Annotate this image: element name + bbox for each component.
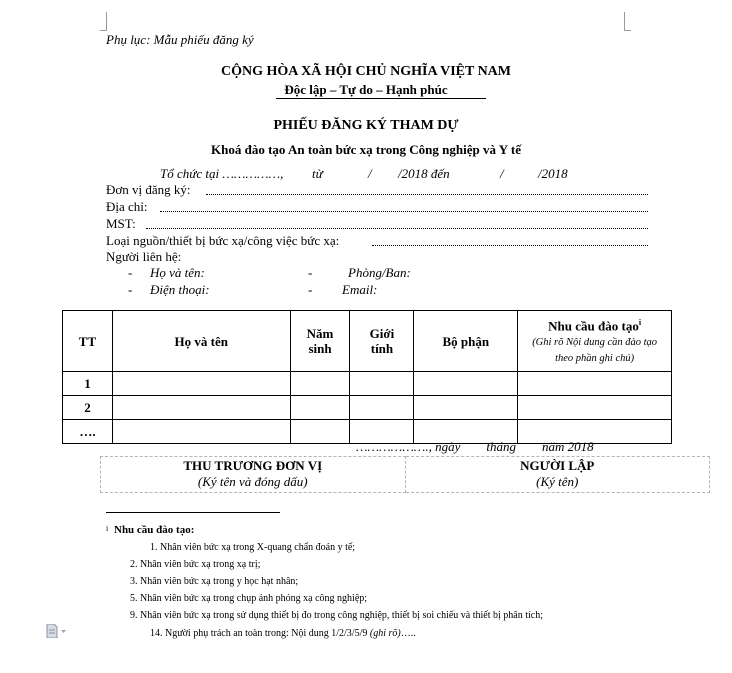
bullet-dash: - (308, 282, 313, 297)
signature-right (405, 457, 710, 493)
signing-date-line: ………………., ngày tháng năm 2018 (356, 439, 594, 454)
from-label: từ (312, 166, 323, 181)
footnote-item: 1. Nhân viên bức xạ trong X-quang chẩn đoán y tế; (150, 542, 356, 553)
need-note-line-2: theo phần ghi chú) (555, 353, 635, 365)
page-corner-mark-left (100, 12, 107, 31)
gender-line-2: tính (370, 341, 394, 356)
tax-label: MST: (106, 216, 136, 231)
contact-email-label: Email: (342, 282, 378, 297)
col-header-dept: Bộ phận (414, 311, 518, 372)
bullet-dash: - (308, 265, 313, 280)
signature-left-title: THU TRƯƠNG ĐƠN VỊ (183, 458, 323, 473)
need-cell[interactable] (518, 372, 672, 396)
venue-label: Tổ chức tại ……………, (160, 166, 284, 181)
col-header-tt: TT (63, 311, 113, 372)
unit-field[interactable] (206, 194, 648, 195)
signature-table (100, 456, 710, 493)
footnote-item-last (150, 628, 416, 639)
unit-label: Đơn vị đăng ký: (106, 182, 191, 197)
row-number: 1 (63, 372, 113, 396)
bullet-dash: - (128, 282, 133, 297)
row-number: 2 (63, 396, 113, 420)
address-label: Địa chỉ: (106, 199, 148, 214)
signature-left-note: (Ký tên và đóng dấu) (197, 474, 308, 489)
appendix-label: Phụ lục: Mẫu phiếu đăng ký (106, 32, 254, 47)
date-slash-1: / (368, 166, 372, 181)
table-header-row (63, 311, 672, 372)
contact-phone-label: Điện thoại: (150, 282, 210, 297)
need-footnote-ref: i (638, 318, 642, 327)
signature-left (101, 457, 406, 493)
year-to: /2018 đến (398, 166, 450, 181)
col-header-gender (350, 311, 414, 372)
gender-cell[interactable] (350, 372, 414, 396)
need-heading: Nhu cầu đào tạo (548, 318, 639, 334)
name-cell[interactable] (112, 396, 290, 420)
contact-label: Người liên hệ: (106, 249, 182, 264)
address-field[interactable] (160, 211, 648, 212)
year-cell[interactable] (290, 420, 350, 444)
need-cell[interactable] (518, 396, 672, 420)
row-number: …. (63, 420, 113, 444)
date-slash-2: / (500, 166, 504, 181)
footnote-item: 5. Nhân viên bức xạ trong chụp ảnh phóng xạ công nghiệp; (130, 593, 368, 604)
signature-right-title: NGƯỜI LẬP (520, 458, 595, 473)
motto-underline (276, 98, 486, 99)
signature-right-note: (Ký tên) (536, 474, 579, 489)
col-header-year (290, 311, 350, 372)
year-end: /2018 (538, 166, 568, 181)
page-corner-mark-right (624, 12, 631, 31)
col-header-name: Họ và tên (112, 311, 290, 372)
source-label: Loại nguồn/thiết bị bức xạ/công việc bức xạ: (106, 233, 340, 248)
country-title: CỘNG HÒA XÃ HỘI CHỦ NGHĨA VIỆT NAM (220, 64, 511, 79)
name-cell[interactable] (112, 420, 290, 444)
year-line-2: sinh (308, 341, 332, 356)
bullet-dash: - (128, 265, 133, 280)
footnote-heading: Nhu cầu đào tạo: (114, 524, 195, 536)
gender-line-1: Giới (369, 326, 395, 341)
footnote-item-text: 14. Người phụ trách an toàn trong: Nội dung 1/2/3/5/9 (150, 628, 368, 639)
footnote-item: 9. Nhân viên bức xạ trong sử dụng thiết bị đo trong công nghiệp, thiết bị soi chiếu và thiết bị phân tích; (130, 610, 543, 621)
document-icon[interactable] (46, 624, 58, 638)
source-field[interactable] (372, 245, 648, 246)
year-cell[interactable] (290, 396, 350, 420)
motto: Độc lập – Tự do – Hạnh phúc (284, 82, 448, 97)
footnote-item-dots: ….. (400, 628, 416, 639)
year-line-1: Năm (306, 326, 334, 341)
footnote-item: 2. Nhân viên bức xạ trong xạ trị; (130, 559, 261, 570)
need-note-line-1: (Ghi rõ Nội dung cần đào tạo (532, 337, 658, 349)
footnote-item: 3. Nhân viên bức xạ trong y học hạt nhân; (130, 576, 299, 587)
table-row (63, 396, 672, 420)
gender-cell[interactable] (350, 396, 414, 420)
registration-table (62, 310, 672, 444)
form-subtitle: Khoá đào tạo An toàn bức xạ trong Công nghiệp và Y tế (211, 142, 521, 157)
dept-cell[interactable] (414, 372, 518, 396)
footnote-marker: i (106, 524, 109, 533)
table-row (63, 372, 672, 396)
dept-cell[interactable] (414, 396, 518, 420)
contact-department-label: Phòng/Ban: (348, 265, 411, 280)
footnote-separator (106, 512, 280, 513)
name-cell[interactable] (112, 372, 290, 396)
footnote-item-suffix: (ghi rõ) (369, 628, 401, 639)
form-title: PHIẾU ĐĂNG KÝ THAM DỰ (273, 118, 459, 133)
year-cell[interactable] (290, 372, 350, 396)
contact-name-label: Họ và tên: (150, 265, 205, 280)
tax-field[interactable] (146, 228, 648, 229)
col-header-need (518, 311, 672, 372)
